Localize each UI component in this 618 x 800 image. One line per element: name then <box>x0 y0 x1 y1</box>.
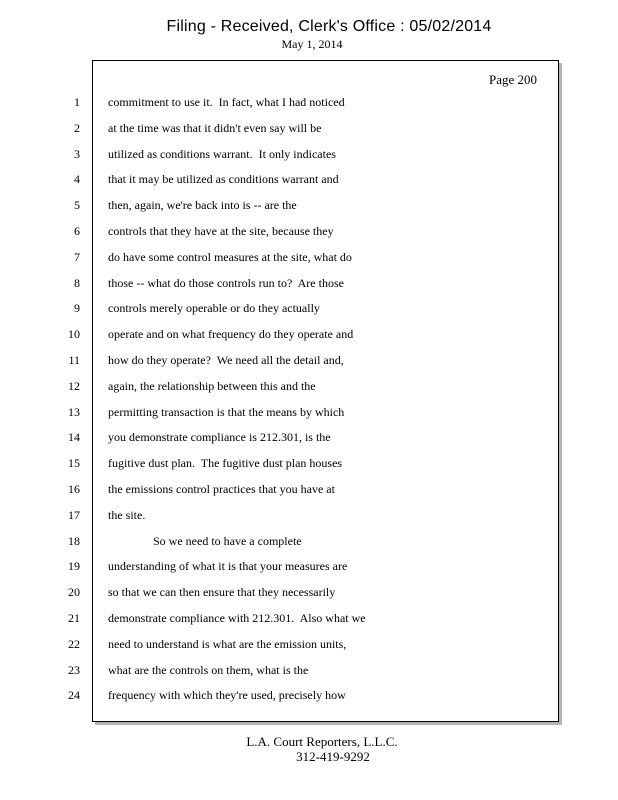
line-text: utilized as conditions warrant. It only indicates <box>108 147 336 161</box>
line-text: those -- what do those controls run to? Are those <box>108 276 344 290</box>
line-text: again, the relationship between this and the <box>108 379 316 393</box>
line-text: fugitive dust plan. The fugitive dust plan houses <box>108 456 343 470</box>
line-text: understanding of what it is that your measures are <box>108 559 348 573</box>
line-text: So we need to have a complete <box>108 534 302 548</box>
line-text: do have some control measures at the site, what do <box>108 250 352 264</box>
line-number: 21 <box>68 611 80 625</box>
page-label: Page 200 <box>489 72 538 87</box>
line-number: 3 <box>74 147 80 161</box>
line-number: 18 <box>68 534 80 548</box>
line-number: 1 <box>74 95 80 109</box>
line-number: 22 <box>68 637 80 651</box>
line-text: controls that they have at the site, because they <box>108 224 334 238</box>
line-number: 17 <box>68 508 80 522</box>
line-number: 11 <box>68 353 80 367</box>
line-text: how do they operate? We need all the detail and, <box>108 353 344 367</box>
line-number: 15 <box>68 456 80 470</box>
line-text: you demonstrate compliance is 212.301, is the <box>108 430 331 444</box>
line-text: that it may be utilized as conditions warrant and <box>108 172 339 186</box>
line-text: then, again, we're back into is -- are the <box>108 198 297 212</box>
line-text: frequency with which they're used, precisely how <box>108 688 346 702</box>
line-number: 7 <box>74 250 80 264</box>
footer-phone: 312-419-9292 <box>296 749 370 764</box>
line-text: the emissions control practices that you have at <box>108 482 335 496</box>
line-number: 12 <box>68 379 80 393</box>
line-number: 5 <box>74 198 80 212</box>
line-text: controls merely operable or do they actually <box>108 301 320 315</box>
line-text: demonstrate compliance with 212.301. Also what we <box>108 611 366 625</box>
line-number: 14 <box>68 430 80 444</box>
line-number: 6 <box>74 224 80 238</box>
line-number: 24 <box>68 688 80 702</box>
line-number: 20 <box>68 585 80 599</box>
line-number: 16 <box>68 482 80 496</box>
line-number: 13 <box>68 405 80 419</box>
line-text: commitment to use it. In fact, what I had noticed <box>108 95 345 109</box>
line-number: 23 <box>68 663 80 677</box>
line-number: 10 <box>68 327 80 341</box>
filing-stamp: Filing - Received, Clerk's Office : 05/02/2014 <box>166 18 492 35</box>
line-text: permitting transaction is that the means by which <box>108 405 345 419</box>
line-text: need to understand is what are the emission units, <box>108 637 347 651</box>
line-number: 8 <box>74 276 80 290</box>
line-number: 19 <box>68 559 80 573</box>
line-number: 9 <box>74 301 80 315</box>
line-number: 2 <box>74 121 80 135</box>
footer-company: L.A. Court Reporters, L.L.C. <box>246 734 398 749</box>
line-text: so that we can then ensure that they necessarily <box>108 585 336 599</box>
document-date: May 1, 2014 <box>281 37 343 51</box>
line-number: 4 <box>74 172 80 186</box>
line-text: operate and on what frequency do they operate and <box>108 327 354 341</box>
line-text: what are the controls on them, what is the <box>108 663 309 677</box>
line-text: at the time was that it didn't even say will be <box>108 121 322 135</box>
line-text: the site. <box>108 508 146 522</box>
